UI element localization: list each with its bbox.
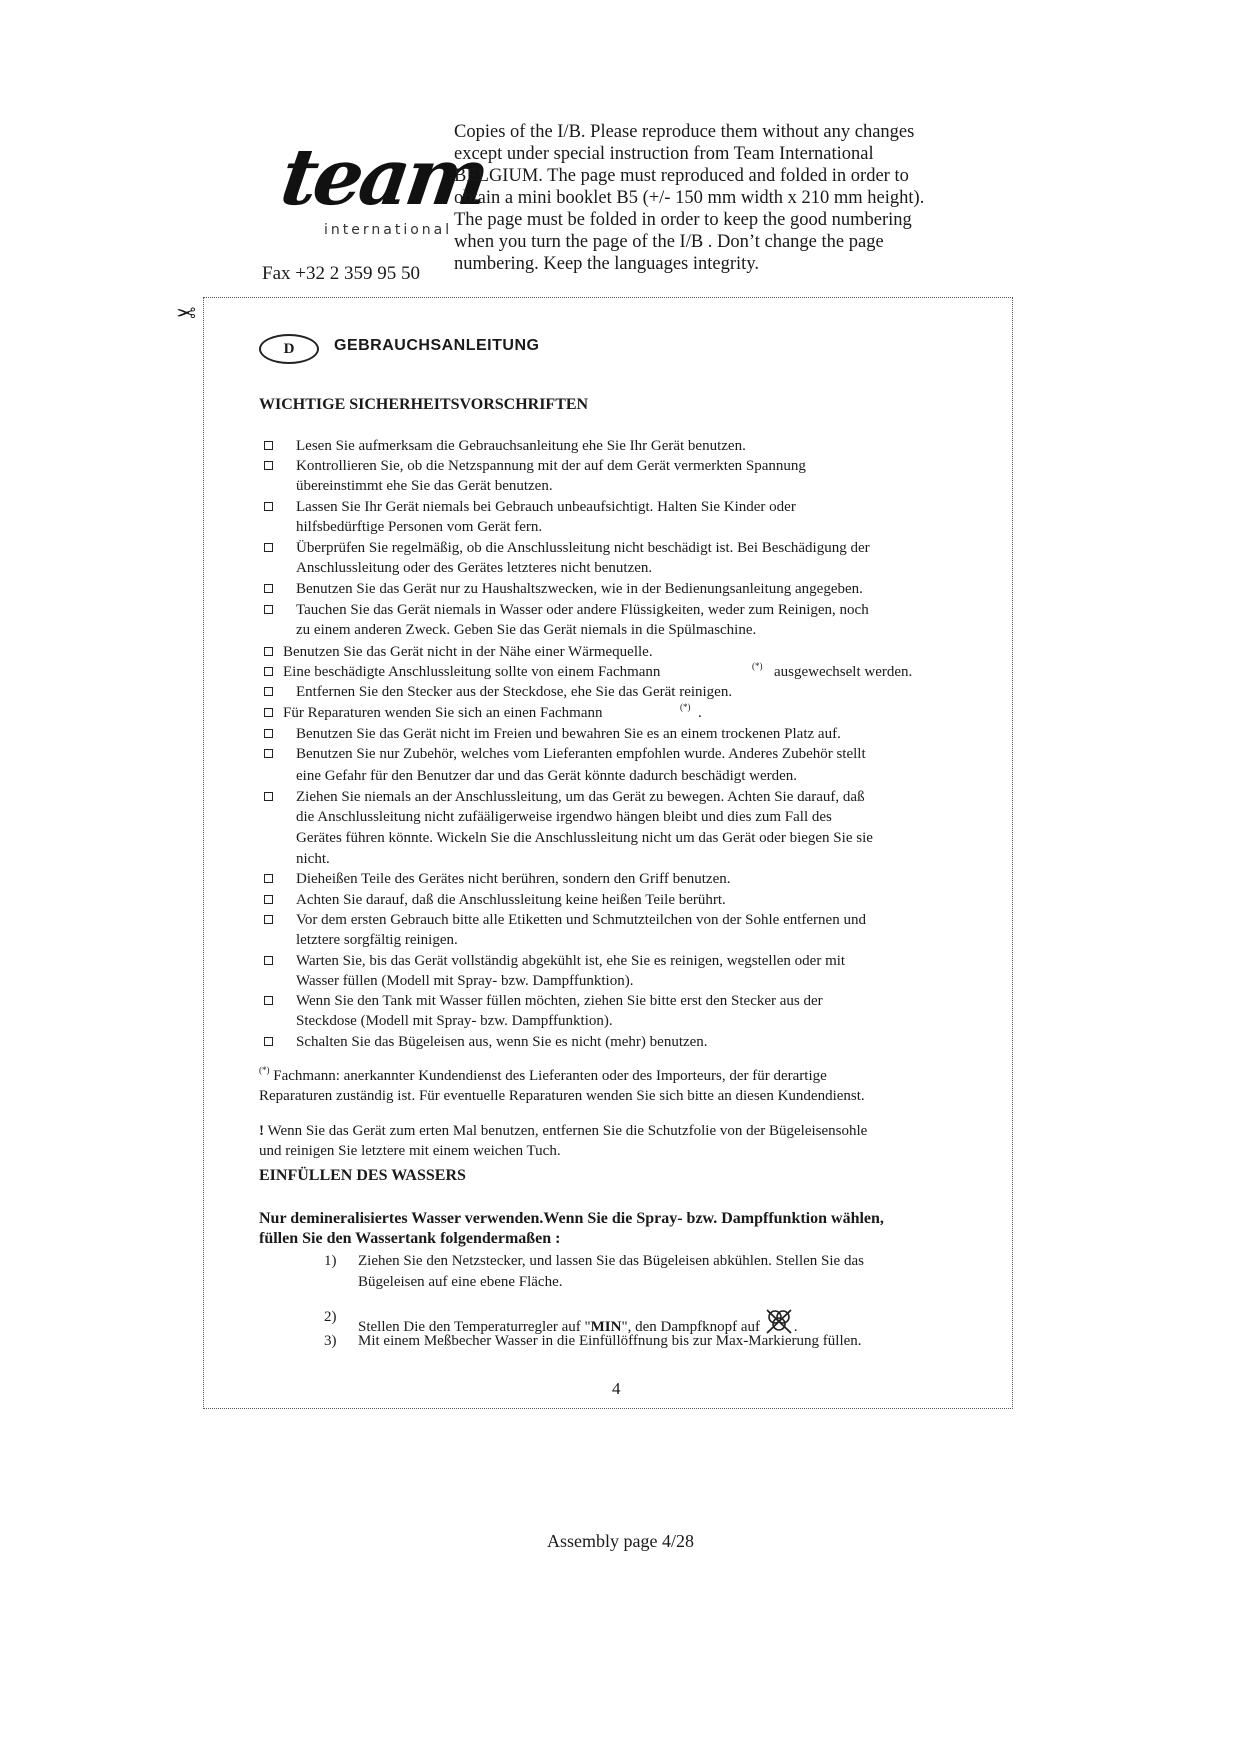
manual-title: GEBRAUCHSANLEITUNG bbox=[334, 337, 540, 354]
checkbox-bullet-icon bbox=[264, 502, 273, 511]
list-item-text: Dieheißen Teile des Gerätes nicht berühren, sondern den Griff benutzen. bbox=[296, 871, 731, 887]
footnote-mark: (*) bbox=[259, 1065, 270, 1075]
step-number: 2) bbox=[324, 1309, 337, 1325]
list-item-text: Tauchen Sie das Gerät niemals in Wasser oder andere Flüssigkeiten, weder zum Reinigen, noch bbox=[296, 602, 869, 618]
reproduction-notice bbox=[454, 121, 974, 275]
list-item-text: Überprüfen Sie regelmäßig, ob die Anschlussleitung nicht beschädigt ist. Bei Beschädigung der bbox=[296, 540, 870, 556]
checkbox-bullet-icon bbox=[264, 895, 273, 904]
notice-line: when you turn the page of the I/B . Don’t change the page bbox=[454, 232, 884, 252]
notice-line: obtain a mini booklet B5 (+/- 150 mm width x 210 mm height). bbox=[454, 188, 925, 208]
step-text: Ziehen Sie den Netzstecker, und lassen Sie das Bügeleisen abkühlen. Stellen Sie das bbox=[358, 1253, 864, 1269]
checkbox-bullet-icon bbox=[264, 956, 273, 965]
list-item-text: Kontrollieren Sie, ob die Netzspannung mit der auf dem Gerät vermerkten Spannung bbox=[296, 458, 806, 474]
warning-line: Wenn Sie das Gerät zum erten Mal benutzen, entfernen Sie die Schutzfolie von der Bügeleisensohle bbox=[267, 1123, 868, 1139]
fill-intro-line: füllen Sie den Wassertank folgendermaßen : bbox=[259, 1230, 561, 1247]
list-item-text: Lesen Sie aufmerksam die Gebrauchsanleitung ehe Sie Ihr Gerät benutzen. bbox=[296, 438, 746, 454]
list-item-text: Benutzen Sie nur Zubehör, welches vom Lieferanten empfohlen wurde. Anderes Zubehör stellt bbox=[296, 746, 866, 762]
list-item-text: Benutzen Sie das Gerät nicht in der Nähe einer Wärmequelle. bbox=[283, 644, 653, 660]
fax-number: Fax +32 2 359 95 50 bbox=[262, 263, 420, 284]
checkbox-bullet-icon bbox=[264, 687, 273, 696]
logo-word: team bbox=[275, 132, 492, 223]
warning-line: und reinigen Sie letztere mit einem weichen Tuch. bbox=[259, 1143, 561, 1159]
list-item-text: eine Gefahr für den Benutzer dar und das Gerät könnte dadurch beschädigt werden. bbox=[296, 768, 798, 784]
notice-line: BELGIUM. The page must reproduced and folded in order to bbox=[454, 166, 909, 186]
list-item-text: Wasser füllen (Modell mit Spray- bzw. Dampffunktion). bbox=[296, 973, 634, 989]
list-item-text: Lassen Sie Ihr Gerät niemals bei Gebrauch unbeaufsichtigt. Halten Sie Kinder oder bbox=[296, 499, 796, 515]
checkbox-bullet-icon bbox=[264, 874, 273, 883]
footnote-line: Reparaturen zuständig ist. Für eventuelle Reparaturen wenden Sie sich bitte an diesen Kundendienst. bbox=[259, 1088, 865, 1104]
checkbox-bullet-icon bbox=[264, 915, 273, 924]
list-item-text: Benutzen Sie das Gerät nicht im Freien und bewahren Sie es an einem trockenen Platz auf. bbox=[296, 726, 841, 742]
logo-sub: international bbox=[324, 222, 453, 238]
step-text: Mit einem Meßbecher Wasser in die Einfüllöffnung bis zur Max-Markierung füllen. bbox=[358, 1333, 862, 1349]
checkbox-bullet-icon bbox=[264, 792, 273, 801]
safety-title: WICHTIGE SICHERHEITSVORSCHRIFTEN bbox=[259, 396, 589, 413]
list-item-text: . bbox=[698, 705, 702, 721]
list-item-text: letztere sorgfältig reinigen. bbox=[296, 932, 458, 948]
checkbox-bullet-icon bbox=[264, 729, 273, 738]
list-item-text: Vor dem ersten Gebrauch bitte alle Etiketten und Schmutzteilchen von der Sohle entfernen und bbox=[296, 912, 866, 928]
list-item-text: Steckdose (Modell mit Spray- bzw. Dampffunktion). bbox=[296, 1013, 613, 1029]
step-number: 3) bbox=[324, 1333, 337, 1349]
checkbox-bullet-icon bbox=[264, 605, 273, 614]
list-item-text: Eine beschädigte Anschlussleitung sollte von einem Fachmann bbox=[283, 664, 661, 680]
fill-intro bbox=[259, 1209, 979, 1249]
assembly-page-label: Assembly page 4/28 bbox=[547, 1531, 694, 1551]
list-item-text: Anschlussleitung oder des Gerätes letzteres nicht benutzen. bbox=[296, 560, 653, 576]
step-number: 1) bbox=[324, 1253, 337, 1269]
list-item-text: nicht. bbox=[296, 851, 330, 867]
footnote-ref: (*) bbox=[680, 702, 691, 712]
checkbox-bullet-icon bbox=[264, 667, 273, 676]
notice-line: The page must be folded in order to keep the good numbering bbox=[454, 210, 912, 230]
list-item-text: hilfsbedürftige Personen vom Gerät fern. bbox=[296, 519, 543, 535]
notice-line: Copies of the I/B. Please reproduce them without any changes bbox=[454, 122, 915, 142]
checkbox-bullet-icon bbox=[264, 749, 273, 758]
checkbox-bullet-icon bbox=[264, 461, 273, 470]
checkbox-bullet-icon bbox=[264, 441, 273, 450]
list-item-text: ausgewechselt werden. bbox=[774, 664, 913, 680]
min-setting: MIN bbox=[590, 1319, 622, 1335]
language-badge: D bbox=[259, 334, 319, 364]
step-text: Bügeleisen auf eine ebene Fläche. bbox=[358, 1274, 563, 1290]
checkbox-bullet-icon bbox=[264, 708, 273, 717]
checkbox-bullet-icon bbox=[264, 584, 273, 593]
list-item-text: Wenn Sie den Tank mit Wasser füllen möchten, ziehen Sie bitte erst den Stecker aus der bbox=[296, 993, 823, 1009]
notice-line: except under special instruction from Team International bbox=[454, 144, 874, 164]
checkbox-bullet-icon bbox=[264, 996, 273, 1005]
footnote-ref: (*) bbox=[752, 661, 763, 671]
checkbox-bullet-icon bbox=[264, 647, 273, 656]
list-item-text: Achten Sie darauf, daß die Anschlussleitung keine heißen Teile berührt. bbox=[296, 892, 726, 908]
warning-mark-icon: ! bbox=[259, 1123, 264, 1139]
list-item-text: Ziehen Sie niemals an der Anschlussleitung, um das Gerät zu bewegen. Achten Sie darauf, daß bbox=[296, 789, 865, 805]
list-item-text: Schalten Sie das Bügeleisen aus, wenn Sie es nicht (mehr) benutzen. bbox=[296, 1034, 708, 1050]
page-number: 4 bbox=[612, 1379, 621, 1398]
footnote-line: Fachmann: anerkannter Kundendienst des Lieferanten oder des Importeurs, der für derartige bbox=[273, 1068, 827, 1084]
notice-line: numbering. Keep the languages integrity. bbox=[454, 254, 759, 274]
team-logo bbox=[275, 112, 492, 252]
fill-intro-line: Nur demineralisiertes Wasser verwenden.Wenn Sie die Spray- bzw. Dampffunktion wählen, bbox=[259, 1210, 884, 1227]
list-item-text: Benutzen Sie das Gerät nur zu Haushaltszwecken, wie in der Bedienungsanleitung angegeben. bbox=[296, 581, 863, 597]
checkbox-bullet-icon bbox=[264, 543, 273, 552]
fill-title: EINFÜLLEN DES WASSERS bbox=[259, 1167, 466, 1184]
list-item-text: die Anschlussleitung nicht zufääligerweise irgendwo hängen bleibt und dies zum Fall des bbox=[296, 809, 832, 825]
step-text: Stellen Die den Temperaturregler auf "MIN", den Dampfknopf auf . bbox=[358, 1307, 798, 1337]
list-item-text: zu einem anderen Zweck. Geben Sie das Gerät niemals in die Spülmaschine. bbox=[296, 622, 757, 638]
scissors-icon: ✂ bbox=[176, 298, 197, 326]
checkbox-bullet-icon bbox=[264, 1037, 273, 1046]
list-item-text: Für Reparaturen wenden Sie sich an einen Fachmann bbox=[283, 705, 603, 721]
list-item-text: übereinstimmt ehe Sie das Gerät benutzen. bbox=[296, 478, 553, 494]
list-item-text: Warten Sie, bis das Gerät vollständig abgekühlt ist, ehe Sie es reinigen, wegstellen oder mit bbox=[296, 953, 846, 969]
list-item-text: Entfernen Sie den Stecker aus der Steckdose, ehe Sie das Gerät reinigen. bbox=[296, 684, 733, 700]
list-item-text: Gerätes führen könnte. Wickeln Sie die Anschlussleitung nicht um das Gerät oder biegen Sie sie bbox=[296, 830, 873, 846]
